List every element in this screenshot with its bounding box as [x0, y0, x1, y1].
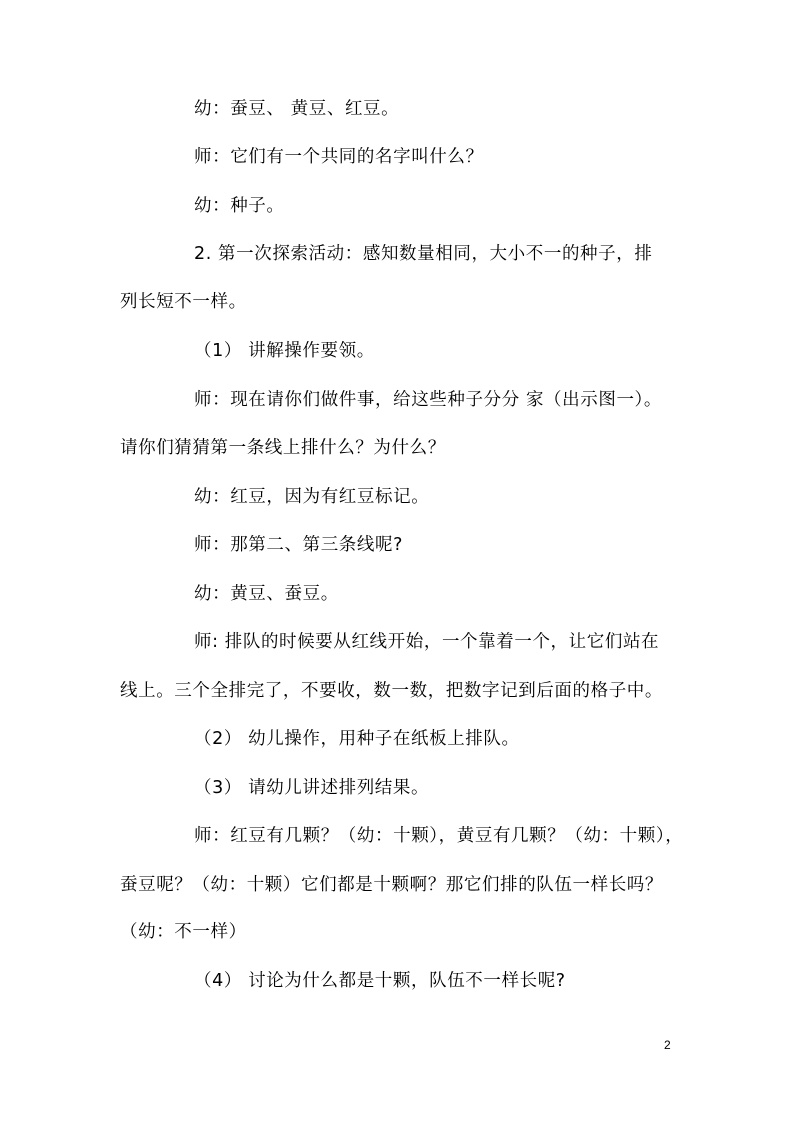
text-line-9: 幼：红豆，因为有红豆标记。 — [194, 487, 430, 507]
text-line-18: （幼：不一样） — [120, 922, 247, 942]
text-line-12: 师: 排队的时候要从红线开始，一个靠着一个，让它们站在 — [194, 632, 660, 652]
text-line-13: 线上。三个全排完了，不要收，数一数，把数字记到后面的格子中。 — [120, 681, 663, 701]
text-line-2: 师：它们有一个共同的名字叫什么？ — [194, 147, 484, 167]
text-line-1: 幼：蚕豆、 黄豆、红豆。 — [194, 99, 400, 119]
text-line-5: 列长短不一样。 — [120, 292, 247, 312]
text-line-14: （2） 幼儿操作，用种子在纸板上排队。 — [194, 729, 520, 749]
text-line-17: 蚕豆呢？（幼：十颗）它们都是十颗啊？那它们排的队伍一样长吗？ — [120, 875, 663, 895]
text-line-15: （3） 请幼儿讲述排列结果。 — [194, 778, 430, 798]
page-number: 2 — [664, 1038, 671, 1052]
text-line-11: 幼：黄豆、蚕豆。 — [194, 584, 339, 604]
text-line-7: 师：现在请你们做件事，给这些种子分分 家（出示图一）。 — [194, 390, 663, 410]
text-line-6: （1） 讲解操作要领。 — [194, 341, 375, 361]
text-line-10: 师：那第二、第三条线呢? — [194, 535, 403, 555]
text-line-3: 幼：种子。 — [194, 196, 285, 216]
text-line-16: 师：红豆有几颗？（幼：十颗），黄豆有几颗？（幼：十颗）， — [194, 826, 684, 846]
text-line-19: （4） 讨论为什么都是十颗，队伍不一样长呢? — [194, 971, 566, 991]
text-line-8: 请你们猜猜第一条线上排什么？为什么？ — [120, 438, 446, 458]
text-line-4: 2. 第一次探索活动：感知数量相同，大小不一的种子，排 — [194, 244, 653, 264]
